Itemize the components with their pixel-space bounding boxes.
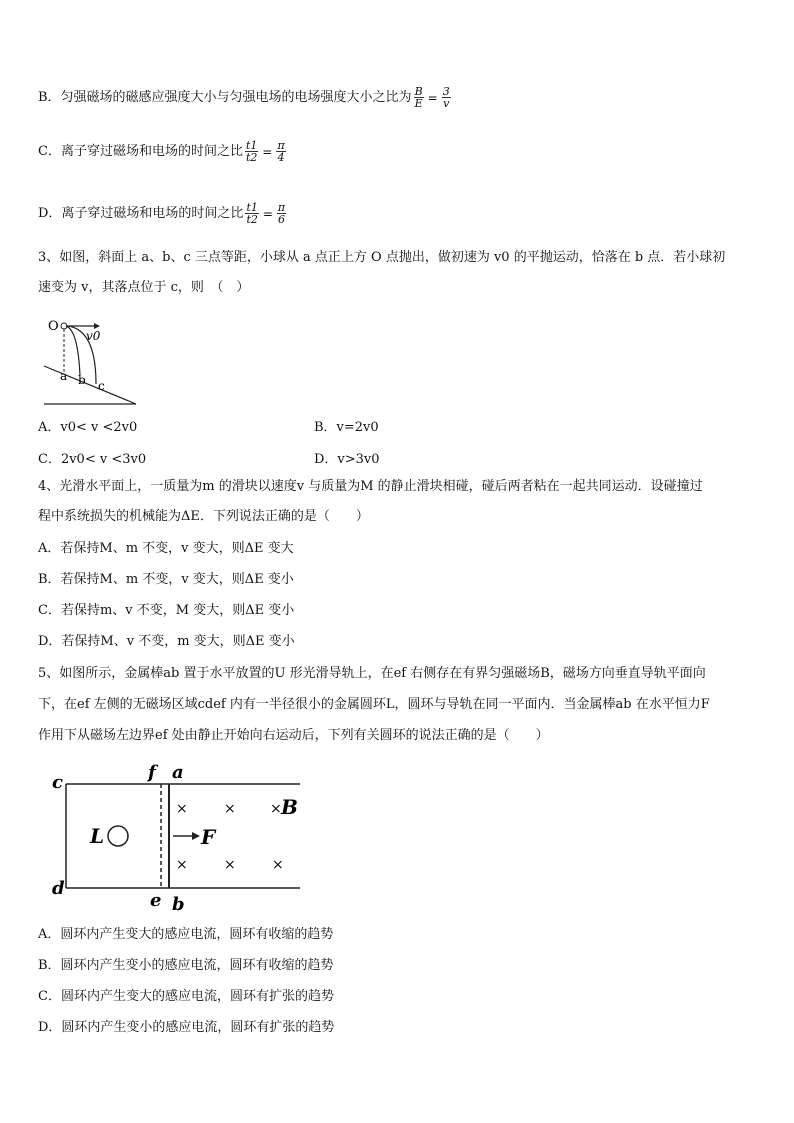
q3-option-b: B．v=2v0 bbox=[314, 420, 379, 435]
q2-option-d-lhs-fraction bbox=[245, 202, 258, 225]
metal-ring-l bbox=[108, 826, 128, 846]
q3-stem-line1: 3、如图，斜面上 a、b、c 三点等距，小球从 a 点正上方 O 点抛出，做初速为 v0 的平抛运动，恰落在 b 点．若小球初 bbox=[38, 250, 726, 265]
label-e: e bbox=[150, 890, 162, 911]
label-a: a bbox=[60, 369, 68, 383]
q2-option-d bbox=[38, 202, 288, 225]
label-f: f bbox=[148, 762, 156, 783]
label-c: c bbox=[52, 772, 63, 793]
q2-option-c bbox=[38, 140, 288, 163]
q2-option-d-text: D．离子穿过磁场和电场的时间之比 bbox=[38, 206, 244, 221]
field-cross-mark: × bbox=[176, 801, 188, 817]
label-force-f: F bbox=[201, 825, 216, 849]
frac-num: t1 bbox=[246, 201, 258, 214]
q2-option-c-rhs-fraction bbox=[276, 140, 285, 163]
q5-option-d: D．圆环内产生变小的感应电流，圆环有扩张的趋势 bbox=[38, 1020, 335, 1035]
q4-option-b: B．若保持M、m 不变，v 变大，则ΔE 变小 bbox=[38, 572, 294, 587]
frac-den: t2 bbox=[246, 213, 258, 226]
q2-option-c-lhs-fraction bbox=[245, 140, 258, 163]
q4-option-a: A．若保持M、m 不变，v 变大，则ΔE 变大 bbox=[38, 541, 294, 556]
frac-num: 3 bbox=[442, 85, 450, 98]
frac-den: t2 bbox=[245, 151, 258, 164]
field-cross-mark: × bbox=[224, 857, 236, 873]
frac-num: π bbox=[277, 139, 285, 152]
q5-option-a: A．圆环内产生变大的感应电流，圆环有收缩的趋势 bbox=[38, 927, 334, 942]
q2-option-b bbox=[38, 86, 453, 109]
q3-option-d: D．v>3v0 bbox=[314, 452, 380, 467]
label-o: O bbox=[48, 319, 59, 334]
q3-option-c: C．2v0< v <3v0 bbox=[38, 452, 147, 467]
q5-option-b: B．圆环内产生变小的感应电流，圆环有收缩的趋势 bbox=[38, 958, 334, 973]
q5-stem-line2: 下，在ef 左侧的无磁场区域cdef 内有一半径很小的金属圆环L，圆环与导轨在同一平面内．当金属棒ab 在水平恒力F bbox=[38, 697, 710, 712]
q4-option-d: D．若保持M、v 不变，m 变大，则ΔE 变小 bbox=[38, 634, 295, 649]
incline-line bbox=[44, 366, 136, 404]
q5-rail-figure bbox=[44, 760, 306, 916]
frac-den: E bbox=[414, 97, 423, 110]
trajectory-to-b bbox=[66, 326, 80, 376]
frac-num: t1 bbox=[245, 139, 258, 152]
label-v0: v0 bbox=[86, 329, 101, 343]
field-cross-mark: × bbox=[176, 857, 188, 873]
label-ring-l: L bbox=[90, 824, 105, 848]
field-cross-mark: × bbox=[272, 857, 284, 873]
q5-stem-line3: 作用下从磁场左边界ef 处由静止开始向右运动后，下列有关圆环的说法正确的是（ ） bbox=[38, 728, 549, 743]
equals-sign: = bbox=[262, 206, 273, 221]
q4-option-c: C．若保持m、v 不变，M 变大，则ΔE 变小 bbox=[38, 603, 295, 618]
label-b: b bbox=[78, 373, 86, 387]
field-cross-mark: × bbox=[270, 801, 282, 817]
q2-option-c-text: C．离子穿过磁场和电场的时间之比 bbox=[38, 144, 243, 159]
q2-option-b-text: B．匀强磁场的磁感应强度大小与匀强电场的电场强度大小之比为 bbox=[38, 90, 412, 105]
q2-option-b-rhs-fraction bbox=[442, 86, 451, 109]
equals-sign: = bbox=[427, 90, 438, 105]
equals-sign: = bbox=[262, 144, 273, 159]
frac-num: B bbox=[414, 85, 423, 98]
frac-den: 4 bbox=[277, 151, 285, 164]
frac-num: π bbox=[277, 201, 286, 214]
label-c: c bbox=[98, 379, 105, 393]
label-b: b bbox=[172, 894, 185, 915]
q2-option-b-lhs-fraction bbox=[414, 86, 424, 109]
label-a: a bbox=[172, 762, 184, 783]
q4-stem-line1: 4、光滑水平面上，一质量为m 的滑块以速度v 与质量为M 的静止滑块相碰，碰后两者粘在一起共同运动．设碰撞过 bbox=[38, 479, 703, 494]
q3-stem-line2: 速变为 v，其落点位于 c，则 （ ） bbox=[38, 280, 250, 295]
q5-option-c: C．圆环内产生变大的感应电流，圆环有扩张的趋势 bbox=[38, 989, 334, 1004]
force-arrowhead bbox=[192, 832, 200, 840]
q3-option-a: A．v0< v <2v0 bbox=[38, 420, 138, 435]
label-field-b: B bbox=[281, 795, 298, 819]
q2-option-d-rhs-fraction bbox=[277, 202, 286, 225]
frac-den: 6 bbox=[278, 213, 286, 226]
field-cross-mark: × bbox=[224, 801, 236, 817]
q3-projectile-figure bbox=[38, 312, 148, 408]
q5-stem-line1: 5、如图所示，金属棒ab 置于水平放置的U 形光滑导轨上，在ef 右侧存在有界匀强磁场B，磁场方向垂直导轨平面向 bbox=[38, 666, 706, 681]
q4-stem-line2: 程中系统损失的机械能为ΔE．下列说法正确的是（ ） bbox=[38, 509, 369, 524]
label-d: d bbox=[52, 878, 65, 899]
frac-den: v bbox=[443, 97, 450, 110]
